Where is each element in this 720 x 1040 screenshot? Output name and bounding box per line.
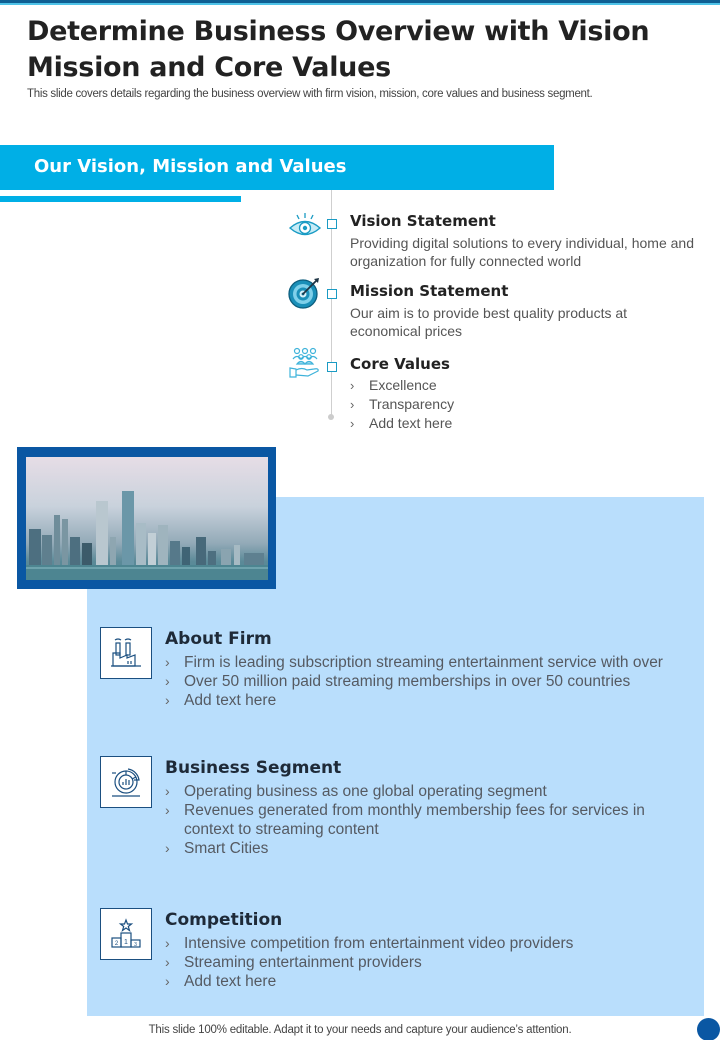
list-item: [165, 672, 695, 691]
list-item: [165, 934, 695, 953]
top-accent-bar-light: [0, 3, 720, 5]
chevron-right-icon: ›: [350, 378, 355, 393]
people-hand-icon: [288, 347, 322, 381]
timeline-marker: [327, 362, 337, 372]
list-item: [350, 395, 454, 414]
chevron-right-icon: ›: [165, 673, 170, 689]
chevron-right-icon: ›: [165, 973, 170, 989]
list-item: [165, 839, 695, 858]
about-firm-title: About Firm: [165, 629, 272, 649]
list-item-text: Add text here: [184, 973, 277, 990]
core-value-text: Add text here: [369, 415, 453, 431]
list-item-text: Smart Cities: [184, 840, 269, 857]
about-firm-list: [165, 653, 695, 710]
page-subtitle: This slide covers details regarding the business overview with firm vision, mission, core values and business segment.: [27, 88, 593, 100]
core-value-text: Transparency: [369, 396, 455, 412]
timeline-marker: [327, 219, 337, 229]
photo-frame: [17, 447, 276, 589]
factory-icon: [100, 627, 152, 679]
list-item: [350, 376, 454, 395]
list-item: [165, 691, 695, 710]
list-item-text: Operating business as one global operating segment: [184, 783, 547, 800]
list-item: [165, 653, 695, 672]
chevron-right-icon: ›: [165, 840, 170, 856]
target-icon: [288, 277, 322, 311]
chevron-right-icon: ›: [165, 954, 170, 970]
vision-text: Providing digital solutions to every individual, home and organization for fully connected world: [350, 235, 694, 269]
section-banner: [0, 145, 554, 190]
vision-title: Vision Statement: [350, 212, 496, 230]
chevron-right-icon: ›: [165, 802, 170, 818]
footer-note: This slide 100% editable. Adapt it to your needs and capture your audience’s attention.: [148, 1024, 572, 1036]
list-item-text: Add text here: [184, 692, 277, 709]
svg-text:3: 3: [134, 942, 137, 948]
eye-icon: [288, 212, 322, 246]
list-item: [165, 782, 695, 801]
timeline-end-dot: [328, 414, 334, 420]
list-item: [165, 972, 695, 991]
svg-text:2: 2: [114, 941, 119, 947]
list-item-text: Firm is leading subscription streaming entertainment service with over: [184, 654, 663, 671]
list-item: [350, 414, 454, 433]
mission-title: Mission Statement: [350, 282, 509, 300]
core-values-title: Core Values: [350, 355, 450, 373]
podium-icon: [100, 908, 152, 960]
list-item-text: Streaming entertainment providers: [184, 954, 422, 971]
business-segment-list: [165, 782, 695, 858]
page-title: Determine Business Overview with Vision Mission and Core Values: [27, 16, 650, 83]
chevron-right-icon: ›: [350, 416, 355, 431]
city-skyline-image: [26, 457, 268, 580]
list-item-text: Revenues generated from monthly membership fees for services in context to streaming content: [184, 802, 645, 838]
banner-title: Our Vision, Mission and Values: [34, 156, 347, 177]
chevron-right-icon: ›: [165, 935, 170, 951]
core-value-text: Excellence: [369, 377, 437, 393]
mission-text: Our aim is to provide best quality products at economical prices: [350, 305, 628, 339]
list-item: [165, 801, 695, 839]
list-item-text: Over 50 million paid streaming memberships in over 50 countries: [184, 673, 631, 690]
competition-list: [165, 934, 695, 991]
chevron-right-icon: ›: [165, 654, 170, 670]
list-item-text: Intensive competition from entertainment video providers: [184, 935, 574, 952]
list-item: [165, 953, 695, 972]
pie-chart-icon: [100, 756, 152, 808]
chevron-right-icon: ›: [165, 692, 170, 708]
business-segment-title: Business Segment: [165, 758, 342, 778]
competition-title: Competition: [165, 910, 283, 930]
banner-underline: [0, 196, 241, 202]
footer-circle-decoration: [697, 1018, 720, 1040]
core-values-list: [350, 376, 454, 433]
svg-text:1: 1: [124, 939, 128, 946]
timeline-marker: [327, 289, 337, 299]
chevron-right-icon: ›: [350, 397, 355, 412]
chevron-right-icon: ›: [165, 783, 170, 799]
